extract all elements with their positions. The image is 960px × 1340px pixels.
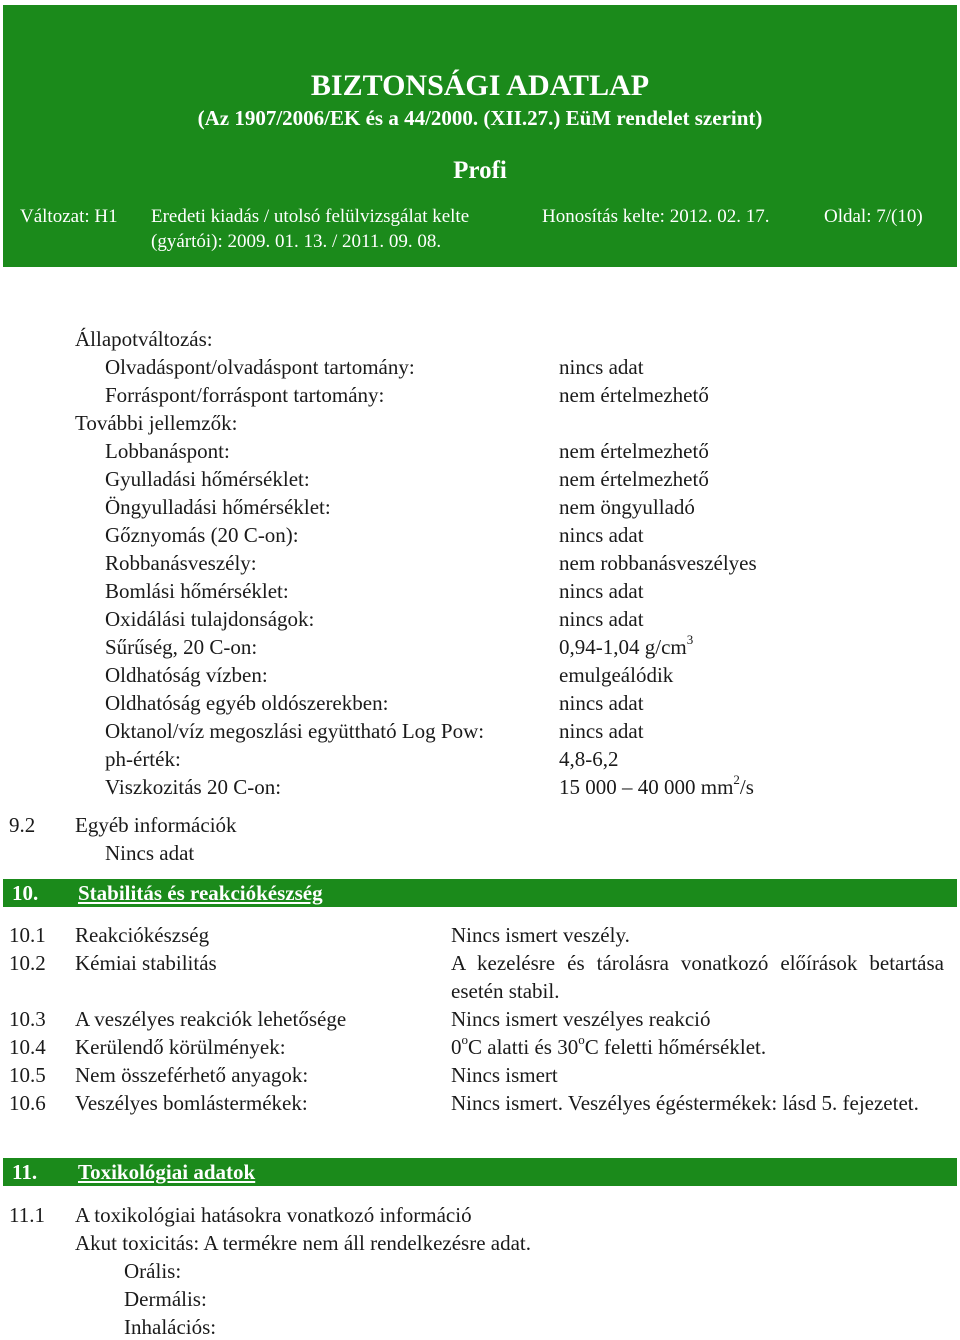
boiling-point-value: nem értelmezhető [559,383,709,407]
properties-heading: További jellemzők: [75,411,238,435]
density-exponent: 3 [686,632,694,647]
section-9-2-text: Nincs adat [105,841,195,865]
issue-line-1: Eredeti kiadás / utolsó felülvizsgálat kelte [151,206,470,227]
property-label: Oldhatóság egyéb oldószerekben: [105,691,389,715]
property-value: nincs adat [559,607,644,631]
row-number: 10.6 [9,1091,46,1115]
degree-mark: o [578,1032,585,1047]
row-label: Reakciókészség [75,923,210,947]
property-value: nincs adat [559,579,644,603]
property-label: Oxidálási tulajdonságok: [105,607,315,631]
temp-tail: C feletti hőmérséklet. [584,1035,767,1059]
version-label: Változat: H1 [20,206,118,227]
row-number: 10.5 [9,1063,46,1087]
row-number: 10.1 [9,923,46,947]
property-label: Sűrűség, 20 C-on: [105,635,258,659]
section-11-bar [3,1158,957,1186]
row-value: Nincs ismert. Veszélyes égéstermékek: lásd 5. fejezetet. [451,1091,919,1115]
row-number: 10.2 [9,951,46,975]
row-value: Nincs ismert veszély. [451,923,630,947]
property-value: nincs adat [559,691,644,715]
property-label: Oktanol/víz megoszlási együttható Log Pow: [105,719,485,743]
page-number: Oldal: 7/(10) [824,206,923,227]
viscosity-value [559,774,754,800]
property-value: nem öngyulladó [559,495,695,519]
temp-low: 0 [451,1035,462,1059]
property-label: Oldhatóság vízben: [105,663,268,687]
property-value: nincs adat [559,523,644,547]
row-value-temperature [451,1034,766,1060]
section-9-2-title: Egyéb információk [75,813,237,837]
property-label: Lobbanáspont: [105,439,230,463]
state-change-heading: Állapotváltozás: [75,327,213,351]
property-label: Viszkozitás 20 C-on: [105,775,282,799]
regulation-subtitle: (Az 1907/2006/EK és a 44/2000. (XII.27.) EüM rendelet szerint) [197,106,763,130]
property-label: Gőznyomás (20 C-on): [105,523,299,547]
property-value: nem robbanásveszélyes [559,551,757,575]
property-value: nem értelmezhető [559,439,709,463]
row-label: A veszélyes reakciók lehetősége [75,1007,347,1031]
issue-line-2: (gyártói): 2009. 01. 13. / 2011. 09. 08. [151,231,442,252]
property-label: Gyulladási hőmérséklet: [105,467,310,491]
property-value: 4,8-6,2 [559,747,619,771]
boiling-point-label: Forráspont/forráspont tartomány: [105,383,385,407]
section-10-title: Stabilitás és reakciókészség [78,881,323,905]
section-11-1-number: 11.1 [9,1203,45,1227]
localization-date: Honosítás kelte: 2012. 02. 17. [542,206,770,227]
route-oral: Orális: [124,1259,182,1283]
acute-toxicity-text: Akut toxicitás: A termékre nem áll rendelkezésre adat. [75,1231,531,1255]
property-label: Bomlási hőmérséklet: [105,579,289,603]
property-value: emulgeálódik [559,663,674,687]
row-value: Nincs ismert [451,1063,558,1087]
density-value [559,634,693,660]
viscosity-unit-tail: /s [739,775,754,799]
row-number: 10.3 [9,1007,46,1031]
section-11-number: 11. [12,1160,38,1184]
row-value: Nincs ismert veszélyes reakció [451,1007,711,1031]
property-value: nem értelmezhető [559,467,709,491]
issue-dates [151,204,469,254]
degree-mark: o [461,1032,468,1047]
melting-point-value: nincs adat [559,355,644,379]
row-label: Veszélyes bomlástermékek: [75,1091,308,1115]
product-name: Profi [453,157,507,184]
row-label: Nem összeférhető anyagok: [75,1063,309,1087]
section-10-number: 10. [12,881,39,905]
row-value: A kezelésre és tárolásra vonatkozó előírások betartása esetén stabil. [451,951,944,1003]
document-title: BIZTONSÁGI ADATLAP [310,69,650,102]
viscosity-number: 15 000 – 40 000 mm [559,775,734,799]
section-10-bar [3,879,957,907]
property-label: ph-érték: [105,747,181,771]
section-9-2-number: 9.2 [9,813,36,837]
temp-mid: C alatti és 30 [468,1035,579,1059]
property-label: Robbanásveszély: [105,551,257,575]
section-11-title: Toxikológiai adatok [78,1160,256,1184]
section-11-1-title: A toxikológiai hatásokra vonatkozó információ [75,1203,472,1227]
density-number: 0,94-1,04 g/cm [559,635,687,659]
row-label: Kémiai stabilitás [75,951,217,975]
property-value: nincs adat [559,719,644,743]
row-label: Kerülendő körülmények: [75,1035,286,1059]
row-number: 10.4 [9,1035,46,1059]
viscosity-exponent: 2 [733,772,740,787]
melting-point-label: Olvadáspont/olvadáspont tartomány: [105,355,415,379]
document-header [3,5,957,267]
property-label: Öngyulladási hőmérséklet: [105,495,331,519]
route-dermal: Dermális: [124,1287,207,1311]
route-inhalation: Inhalációs: [124,1315,217,1339]
